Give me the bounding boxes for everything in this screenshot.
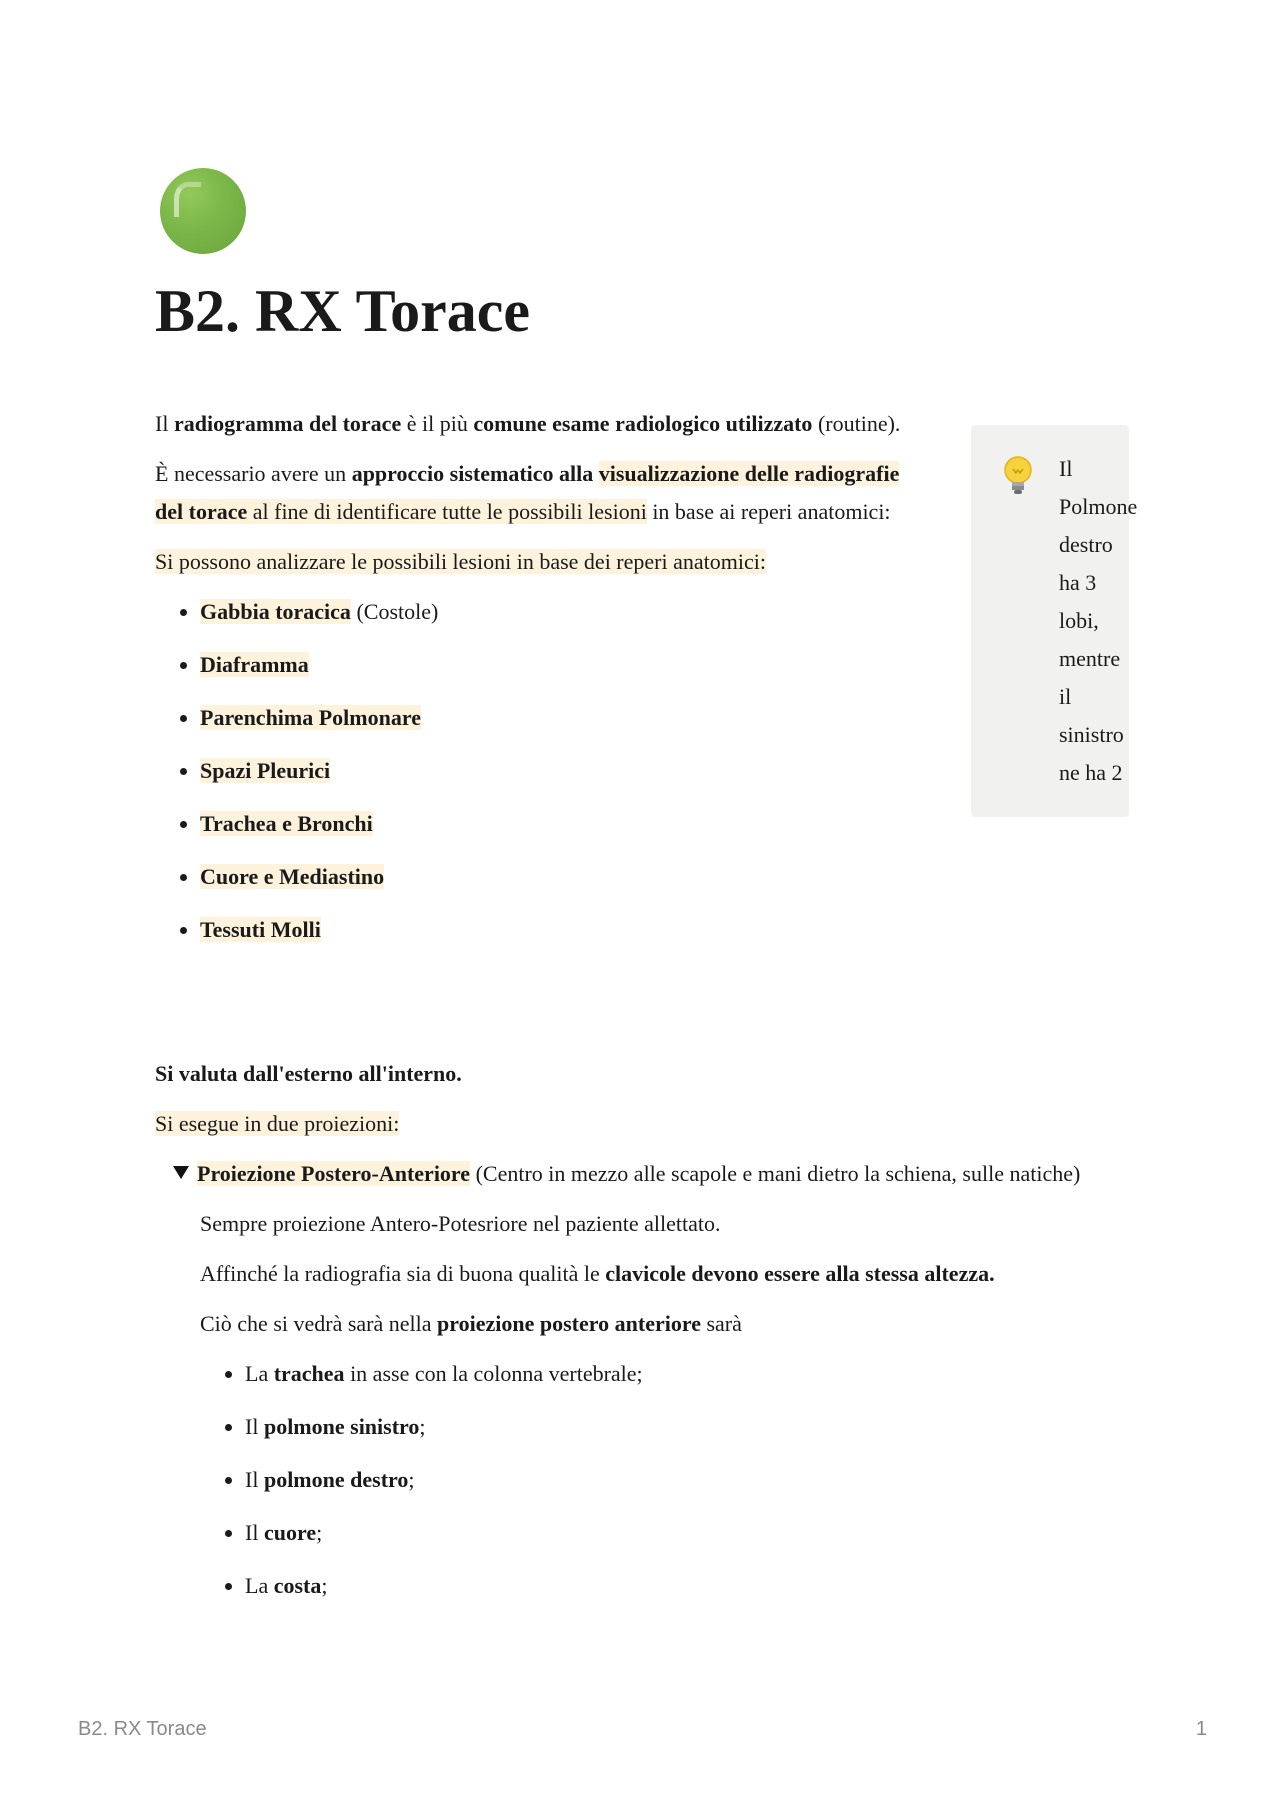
highlighted-text: Si possono analizzare le possibili lesioni in base dei reperi anatomici:	[155, 549, 766, 574]
text: Il	[245, 1520, 264, 1545]
footer-page-number: 1	[1195, 1718, 1207, 1740]
callout-line: il	[1059, 684, 1072, 709]
projection-section	[155, 1055, 1135, 1620]
text: (routine).	[812, 411, 901, 436]
lightbulb-icon	[1001, 455, 1035, 499]
callout-line: sinistro	[1059, 722, 1124, 747]
callout-box	[971, 425, 1138, 817]
list-item	[200, 593, 915, 631]
highlighted-text: al fine di identificare tutte le possibili lesioni	[247, 499, 647, 524]
intro-paragraph-2	[155, 455, 915, 531]
bold-text: proiezione postero anteriore	[437, 1311, 701, 1336]
list-item	[200, 752, 915, 790]
toggle-suffix: (Centro in mezzo alle scapole e mani dietro la schiena, sulle natiche)	[470, 1161, 1081, 1186]
item-label: Gabbia toracica	[200, 599, 351, 624]
page-title: B2. RX Torace	[155, 278, 530, 344]
triangle-down-icon[interactable]	[173, 1166, 189, 1179]
list-item	[200, 911, 915, 949]
text: ;	[419, 1414, 426, 1439]
item-suffix: (Costole)	[350, 599, 439, 624]
projection-list	[200, 1355, 1135, 1605]
item-label: Cuore e Mediastino	[200, 864, 385, 889]
item-label: Tessuti Molli	[200, 917, 321, 942]
callout-text	[1059, 450, 1138, 792]
text: sarà	[700, 1311, 742, 1336]
bold-text: clavicole devono essere alla stessa altezza.	[605, 1261, 995, 1286]
bold-text: Si valuta dall'esterno all'interno.	[155, 1061, 462, 1086]
anatomy-list	[155, 593, 915, 949]
bold-text: polmone destro	[263, 1467, 409, 1492]
green-circle-icon	[160, 168, 246, 254]
icon-shine	[174, 182, 201, 217]
bold-text: cuore	[263, 1520, 317, 1545]
intro-content	[155, 405, 915, 964]
item-label: Trachea e Bronchi	[200, 811, 373, 836]
footer-title: B2. RX Torace	[78, 1718, 207, 1740]
text: ;	[321, 1573, 328, 1598]
section-paragraph-1	[155, 1055, 1135, 1093]
list-item	[200, 858, 915, 896]
toggle-label: Proiezione Postero-Anteriore	[197, 1161, 471, 1186]
text: Il	[155, 411, 174, 436]
list-item	[200, 646, 915, 684]
text: Il	[245, 1467, 264, 1492]
text: in asse con la colonna vertebrale;	[344, 1361, 643, 1386]
list-item	[245, 1408, 1135, 1446]
toggle-block	[155, 1155, 1135, 1605]
intro-paragraph-3	[155, 543, 915, 581]
toggle-paragraph	[200, 1305, 1135, 1343]
text: ;	[316, 1520, 323, 1545]
bold-text: approccio sistematico alla	[351, 461, 599, 486]
bold-text: trachea	[273, 1361, 345, 1386]
bold-text: polmone sinistro	[263, 1414, 420, 1439]
highlighted-bold-text: visualizzazione delle radiografie del torace	[155, 461, 900, 524]
section-paragraph-2	[155, 1105, 1135, 1143]
item-label: Diaframma	[200, 652, 309, 677]
list-item	[245, 1514, 1135, 1552]
callout-line: ha 3	[1059, 570, 1097, 595]
text: La	[245, 1361, 274, 1386]
bold-text: comune esame radiologico utilizzato	[473, 411, 813, 436]
text: è il più	[401, 411, 474, 436]
text: È necessario avere un	[155, 461, 352, 486]
callout-line: Il	[1059, 456, 1073, 481]
intro-paragraph-1	[155, 405, 915, 443]
bold-text: radiogramma del torace	[173, 411, 402, 436]
list-item	[245, 1567, 1135, 1605]
highlighted-text: Si esegue in due proiezioni:	[155, 1111, 400, 1136]
text: Il	[245, 1414, 264, 1439]
text: ;	[408, 1467, 415, 1492]
list-item	[200, 699, 915, 737]
callout-line: lobi,	[1059, 608, 1099, 633]
callout-line: ne ha 2	[1059, 760, 1123, 785]
text: Affinché la radiografia sia di buona qualità le	[200, 1261, 606, 1286]
text: in base ai reperi anatomici:	[646, 499, 891, 524]
toggle-body	[173, 1205, 1135, 1605]
item-label: Spazi Pleurici	[200, 758, 331, 783]
toggle-paragraph: Sempre proiezione Antero-Potesriore nel paziente allettato.	[200, 1211, 721, 1236]
bold-text: costa	[273, 1573, 322, 1598]
list-item	[245, 1461, 1135, 1499]
text: Ciò che si vedrà sarà nella	[200, 1311, 438, 1336]
text: La	[245, 1573, 274, 1598]
list-item	[245, 1355, 1135, 1393]
callout-line: mentre	[1059, 646, 1121, 671]
toggle-paragraph	[200, 1255, 1135, 1293]
list-item	[200, 805, 915, 843]
toggle-header[interactable]	[173, 1155, 1135, 1193]
item-label: Parenchima Polmonare	[200, 705, 421, 730]
callout-line: destro	[1059, 532, 1113, 557]
callout-line: Polmone	[1059, 494, 1138, 519]
